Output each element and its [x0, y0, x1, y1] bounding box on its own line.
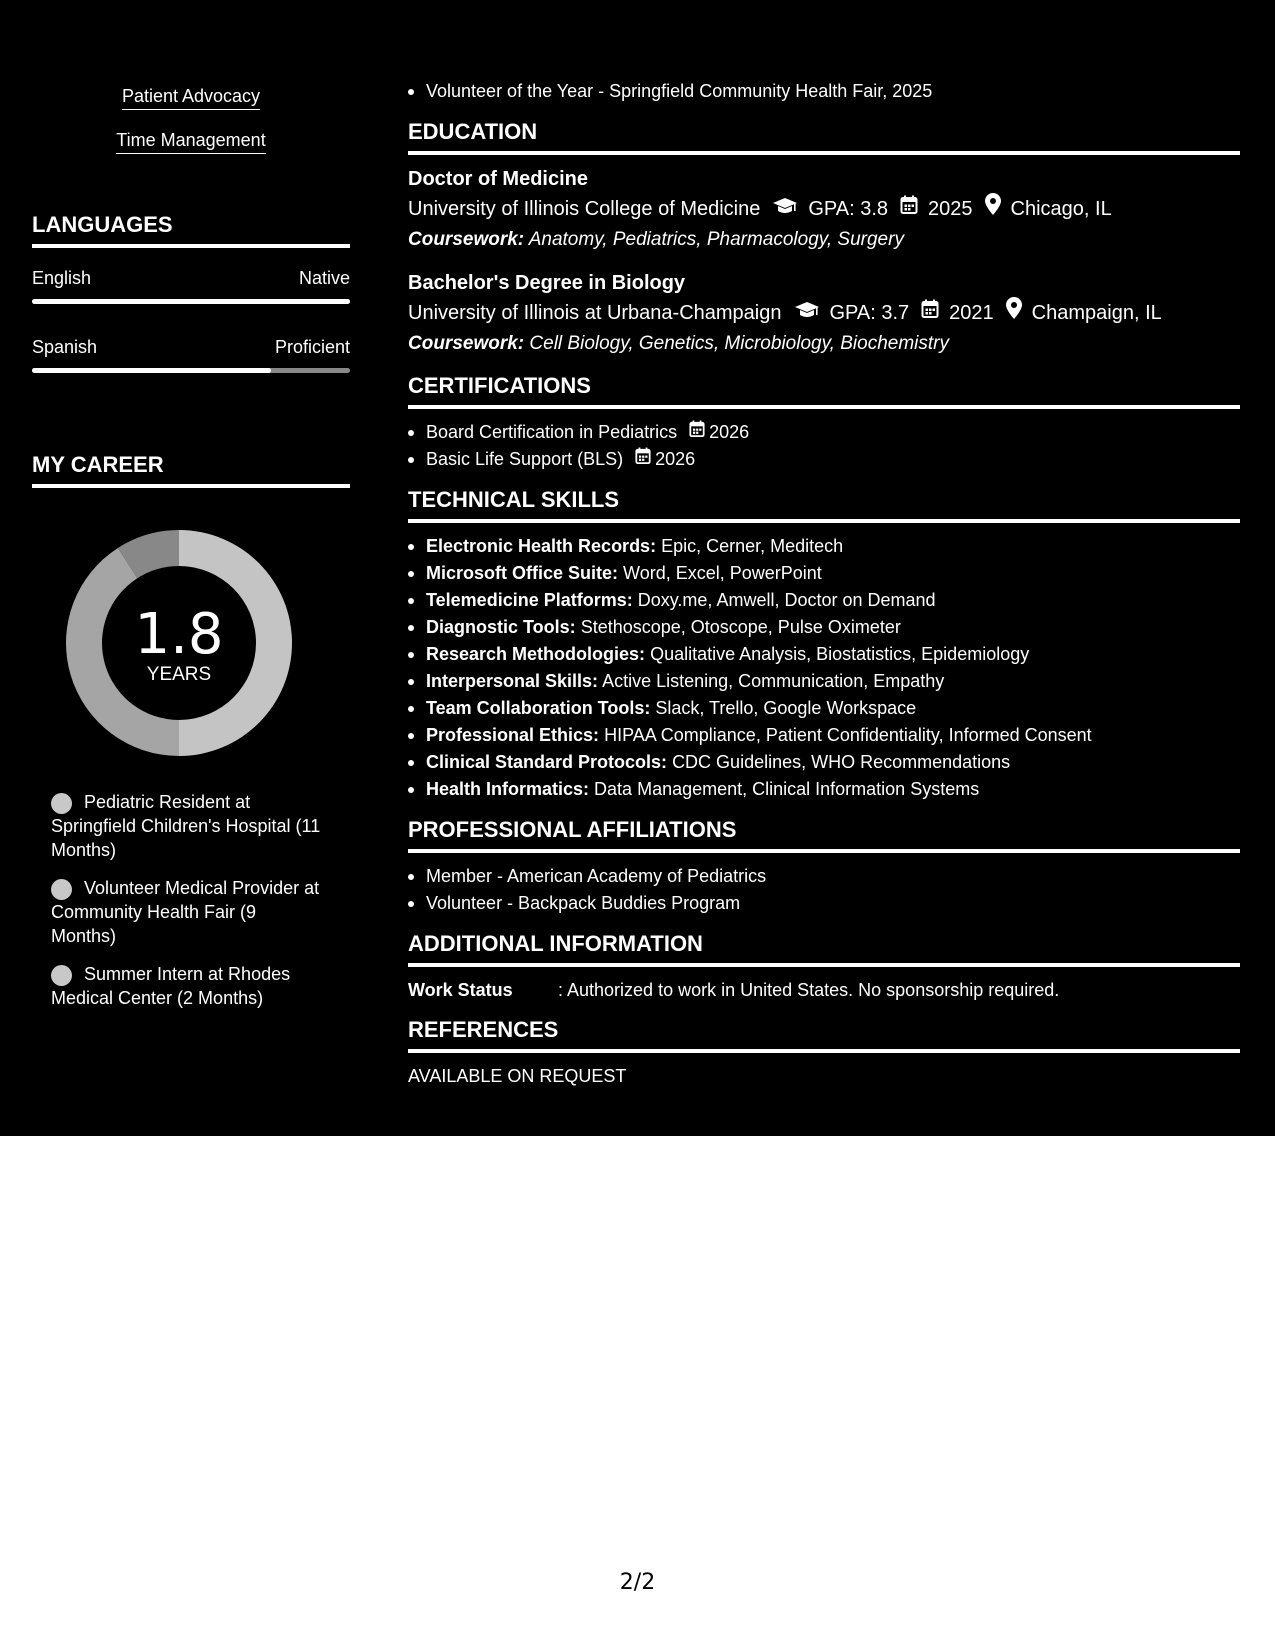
certification-year: 2026 [655, 449, 696, 469]
technical-skill-label: Diagnostic Tools: [426, 617, 576, 637]
edu-school: University of Illinois College of Medicine [408, 198, 761, 220]
edu-gpa: GPA: 3.7 [829, 302, 910, 324]
career-item [51, 876, 321, 948]
career-dot-icon [51, 879, 72, 900]
technical-skills-heading: TECHNICAL SKILLS [408, 487, 1240, 523]
map-pin-icon [1006, 297, 1022, 329]
calendar-icon [921, 297, 939, 329]
edu-school: University of Illinois at Urbana-Champaign [408, 302, 782, 324]
technical-skill-label: Team Collaboration Tools: [426, 698, 651, 718]
edu-degree: Doctor of Medicine [408, 168, 589, 190]
education-entry [408, 269, 1240, 359]
affiliation-item: Member - American Academy of Pediatrics [408, 863, 1240, 890]
technical-skill-label: Research Methodologies: [426, 644, 646, 664]
career-total-unit: YEARS [146, 664, 212, 685]
technical-skill-label: Microsoft Office Suite: [426, 563, 619, 583]
education-heading: EDUCATION [408, 119, 1240, 155]
technical-skill-item [408, 668, 1240, 695]
technical-skill-value: Qualitative Analysis, Biostatistics, Epidemiology [650, 644, 1030, 664]
technical-skill-label: Clinical Standard Protocols: [426, 752, 668, 772]
affiliation-item: Volunteer - Backpack Buddies Program [408, 890, 1240, 917]
technical-skill-value: Word, Excel, PowerPoint [623, 563, 822, 583]
language-bar [32, 368, 350, 373]
technical-skill-label: Health Informatics: [426, 779, 590, 799]
language-bar-fill [32, 299, 350, 304]
edu-location: Chicago, IL [1010, 198, 1112, 220]
calendar-icon [635, 446, 651, 473]
technical-skill-item [408, 749, 1240, 776]
education-entry [408, 165, 1240, 255]
certification-name: Basic Life Support (BLS) [426, 449, 624, 469]
career-list [51, 790, 321, 1024]
certifications-heading: CERTIFICATIONS [408, 373, 1240, 409]
technical-skill-item [408, 641, 1240, 668]
edu-location: Champaign, IL [1031, 302, 1162, 324]
coursework-list: Cell Biology, Genetics, Microbiology, Biochemistry [529, 333, 949, 354]
technical-skill-value: Data Management, Clinical Information Systems [594, 779, 980, 799]
language-name: Spanish [32, 337, 98, 357]
edu-year: 2025 [928, 198, 973, 220]
main-content [408, 78, 1240, 1089]
skill-item: Time Management [116, 130, 265, 154]
technical-skill-item [408, 560, 1240, 587]
technical-skill-item [408, 695, 1240, 722]
award-item: Volunteer of the Year - Springfield Community Health Fair, 2025 [408, 78, 1240, 105]
career-item-label: Pediatric Resident at Springfield Children's Hospital (11 Months) [51, 792, 321, 860]
references-heading: REFERENCES [408, 1017, 1240, 1053]
page-number: 2/2 [619, 1570, 656, 1595]
edu-degree: Bachelor's Degree in Biology [408, 272, 686, 294]
career-item [51, 962, 321, 1010]
technical-skill-value: Epic, Cerner, Meditech [661, 536, 844, 556]
certifications-list [408, 419, 1240, 473]
skill-item: Patient Advocacy [122, 86, 260, 110]
edu-year: 2021 [949, 302, 994, 324]
affiliations-list [408, 863, 1240, 917]
coursework-label: Coursework: [408, 333, 525, 354]
work-status-label: Work Status [408, 980, 513, 1000]
technical-skill-value: Doxy.me, Amwell, Doctor on Demand [637, 590, 936, 610]
technical-skill-item [408, 587, 1240, 614]
language-bar [32, 299, 350, 304]
career-heading: MY CAREER [32, 452, 350, 488]
edu-gpa: GPA: 3.8 [808, 198, 889, 220]
technical-skill-value: Slack, Trello, Google Workspace [655, 698, 917, 718]
certification-item [408, 419, 1240, 446]
technical-skill-item [408, 776, 1240, 803]
references-text: AVAILABLE ON REQUEST [408, 1066, 627, 1086]
career-total-value: 1.8 [134, 602, 224, 667]
coursework-label: Coursework: [408, 229, 525, 250]
language-item [32, 268, 350, 304]
coursework-list: Anatomy, Pediatrics, Pharmacology, Surgery [528, 229, 904, 250]
technical-skill-label: Interpersonal Skills: [426, 671, 599, 691]
technical-skill-value: Stethoscope, Otoscope, Pulse Oximeter [580, 617, 901, 637]
work-status-value: : Authorized to work in United States. No sponsorship required. [558, 980, 1060, 1000]
certification-item [408, 446, 1240, 473]
career-dot-icon [51, 965, 72, 986]
technical-skill-value: CDC Guidelines, WHO Recommendations [672, 752, 1011, 772]
certification-year: 2026 [709, 422, 750, 442]
technical-skill-value: HIPAA Compliance, Patient Confidentiality, Informed Consent [604, 725, 1092, 745]
technical-skill-label: Professional Ethics: [426, 725, 600, 745]
language-item [32, 337, 350, 373]
certification-name: Board Certification in Pediatrics [426, 422, 678, 442]
technical-skill-item [408, 722, 1240, 749]
career-item-label: Summer Intern at Rhodes Medical Center (2 Months) [51, 964, 291, 1008]
skills-list [32, 86, 350, 174]
language-bar-fill [32, 368, 271, 373]
language-level: Proficient [274, 337, 350, 357]
technical-skills-list [408, 533, 1240, 803]
affiliations-heading: PROFESSIONAL AFFILIATIONS [408, 817, 1240, 853]
additional-info-heading: ADDITIONAL INFORMATION [408, 931, 1240, 967]
technical-skill-label: Electronic Health Records: [426, 536, 657, 556]
language-name: English [32, 268, 92, 288]
sidebar [0, 0, 380, 1136]
graduation-cap-icon [772, 193, 798, 225]
languages-heading: LANGUAGES [32, 212, 350, 248]
calendar-icon [689, 419, 705, 446]
career-donut-chart [66, 530, 292, 756]
career-item [51, 790, 321, 862]
career-dot-icon [51, 793, 72, 814]
map-pin-icon [985, 193, 1001, 225]
technical-skill-item [408, 614, 1240, 641]
technical-skill-value: Active Listening, Communication, Empathy [602, 671, 945, 691]
work-status-row [408, 977, 1240, 1003]
language-level: Native [298, 268, 350, 288]
awards-list [408, 78, 1240, 105]
technical-skill-label: Telemedicine Platforms: [426, 590, 633, 610]
career-item-label: Volunteer Medical Provider at Community Health Fair (9 Months) [51, 878, 320, 946]
technical-skill-item [408, 533, 1240, 560]
calendar-icon [900, 193, 918, 225]
graduation-cap-icon [794, 297, 820, 329]
